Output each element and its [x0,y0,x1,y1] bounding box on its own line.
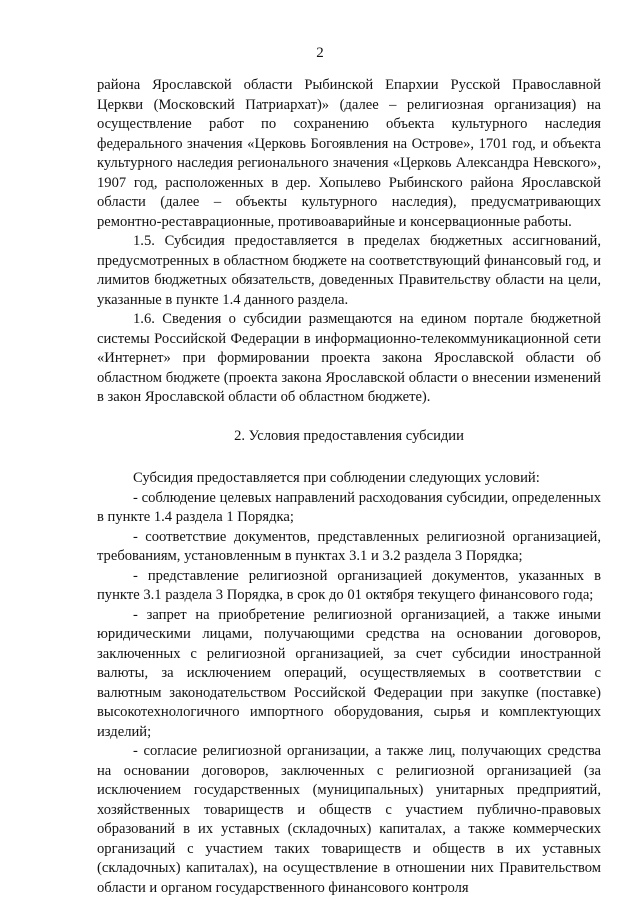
paragraph-1-6: 1.6. Сведения о субсидии размещаются на едином портале бюджетной системы Российской Федерации в информационно-телекоммуникационной сети «Интернет» при формировании проекта закона Ярославской области об областном бюджете (проекта закона Ярославской области о внесении изменений в закон Ярославской области об областном бюджете). [97,311,601,405]
paragraph-religious-organization: района Ярославской области Рыбинской Епархии Русской Православной Церкви (Московский Патриархат)» (далее – религиозная организация) на осуществление работ по сохранению объекта культурного наследия федерального значения «Церковь Богоявления на Острове», 1701 год, и объекта культурного наследия регионального значения «Церковь Александра Невского», 1907 год, расположенных в дер. Хопылево Рыбинского района Ярославской области (далее – объекты культурного наследия), предусматривающих ремонтно-реставрационные, противоаварийные и консервационные работы. [97,77,601,230]
condition-item: - соблюдение целевых направлений расходования субсидии, определенных в пункте 1.4 раздела 1 Порядка; [97,489,601,525]
page-number: 2 [316,45,324,61]
condition-item: - согласие религиозной организации, а также лиц, получающих средства на основании договоров, заключенных с религиозной организацией (за исключением государственных (муниципальных) унитарных предприятий, хозяйственных товариществ и обществ с участием публично-правовых образований в их уставных (складочных) капиталах, а также коммерческих организаций с участием таких товариществ и обществ в их уставных (складочных) капиталах), на осуществление в отношении них Правительством области и органом государственного финансового контроля [97,743,601,896]
condition-item: - соответствие документов, представленных религиозной организацией, требованиям, установленным в пунктах 3.1 и 3.2 раздела 3 Порядка; [97,528,601,564]
document-body [97,76,601,898]
section-heading: 2. Условия предоставления субсидии [234,427,464,444]
condition-item: - запрет на приобретение религиозной организацией, а также иными юридическими лицами, получающими средства на основании договоров, заключенных с религиозной организацией, за счет субсидии иностранной валюты, за исключением операций, осуществляемых в соответствии с валютным законодательством Российской Федерации при закупке (поставке) высокотехнологичного импортного оборудования, сырья и комплектующих изделий; [97,606,601,740]
conditions-intro: Субсидия предоставляется при соблюдении следующих условий: [133,470,540,486]
paragraph-1-5: 1.5. Субсидия предоставляется в пределах бюджетных ассигнований, предусмотренных в областном бюджете на соответствующий финансовый год, и лимитов бюджетных обязательств, доведенных Правительству области на цели, указанные в пункте 1.4 данного раздела. [97,233,601,308]
condition-item: - представление религиозной организацией документов, указанных в пункте 3.1 раздела 3 Порядка, в срок до 01 октября текущего финансового года; [97,567,601,603]
